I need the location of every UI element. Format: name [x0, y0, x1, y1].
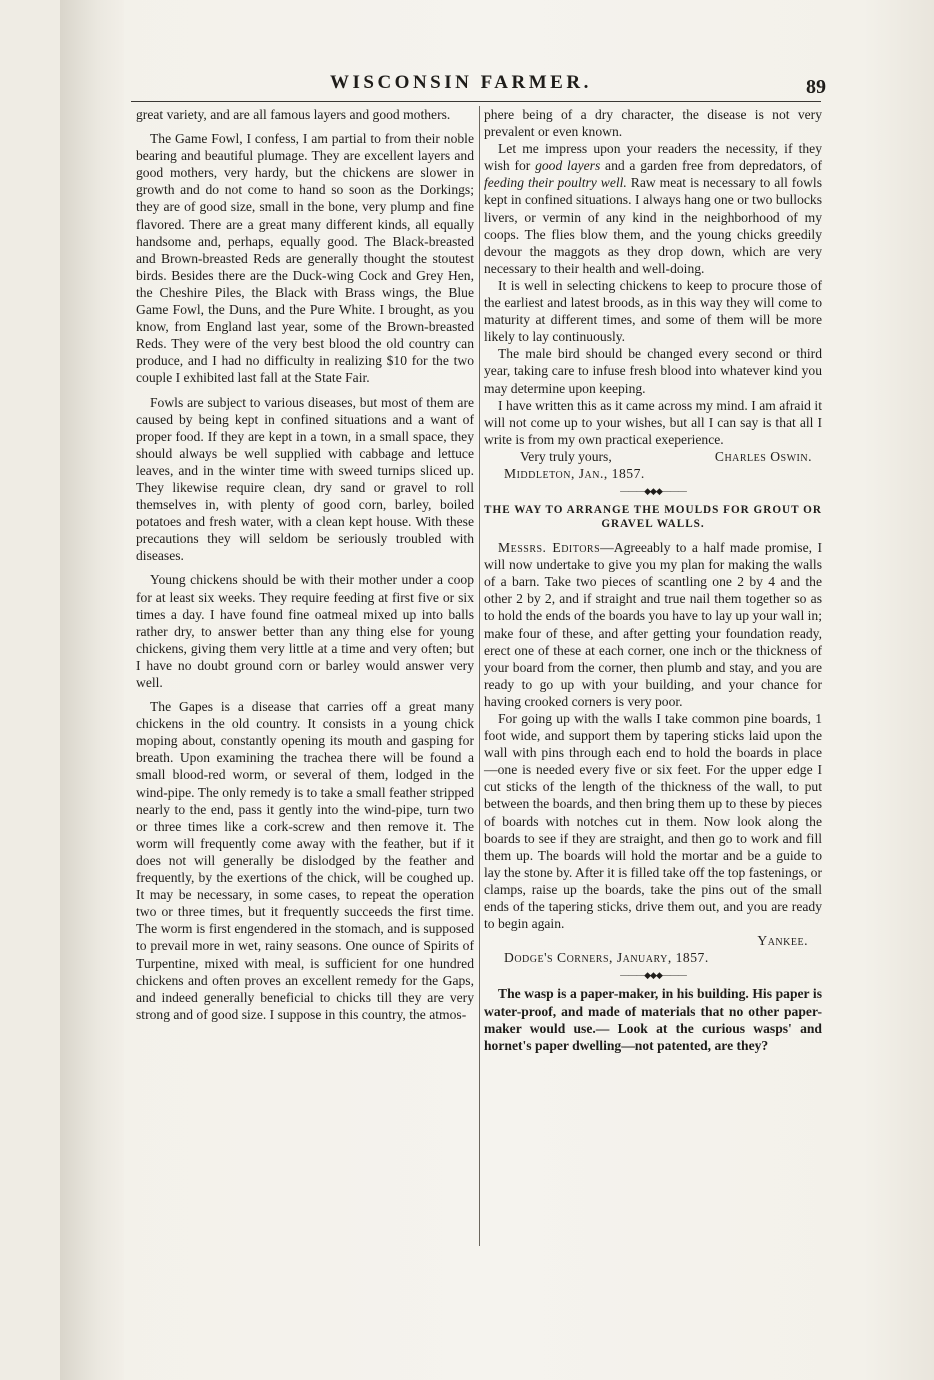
paragraph-broods: It is well in selecting chickens to keep to procure those of the earliest and latest broods, as in this way they will come to maturity at different times, and some of them will be more likely to lay continuously. — [484, 277, 822, 345]
text-run: —Agreeably to a half made promise, I will now undertake to give you my plan for making the walls of a barn. Take two pieces of scantling one 2 by 4 and the other 2 by 2, and if straight and true nail them together so as to hold the ends of the boards you have to lay up your wall in; make four of these, and after getting your foundation ready, erect one of these at each corner, one inch or the thickness of your board from the corner, then plumb and stay, and you are ready to go up with your building, and your chance for having crooked corners is very poor. — [484, 540, 822, 709]
header-rule — [131, 101, 821, 102]
paragraph-continuation: phere being of a dry character, the disease is not very prevalent or even known. — [484, 107, 822, 140]
text-run: Let me impress upon your readers the necessity, if they wish for — [484, 141, 822, 174]
signoff — [484, 448, 822, 465]
paragraph-diseases: Fowls are subject to various diseases, but most of them are caused by being kept in confined situations and a want of proper food. If they are kept in a town, in a small space, they should always be well supplied with cabbage and lettuce leaves, and in the winter time with sweed turnips sliced up. They likewise require clean, dry sand or gravel to roll themselves in, with plenty of good corn, barley, boiled potatoes and fresh water, with a clean kept house. With these precautions they will seldom be seriously troubled with diseases. — [136, 394, 474, 564]
paragraph-impress — [484, 140, 822, 277]
left-column — [136, 106, 474, 1023]
paragraph-gapes: The Gapes is a disease that carries off a great many chickens in the old country. It consists in a young chick moping about, constantly opening its mouth and gasping for breath. Upon examining the trachea there will be found a small blood-red worm, or several of them, lodged in the wind-pipe. The only remedy is to take a small feather stripped nearly to the end, pass it gently into the wind-pipe, turn two or three times like a cork-screw and then remove it. The worm will frequently come away with the feather, but if it does not will generally be dislodged by the feather and frequently, by the exertions of the chick, will be coughed up. It may be necessary, in some cases, to repeat the operation two or three times, but it frequently succeeds the first time. The worm is first engendered in the stomach, and is supposed to prevail more in wet, rainy seasons. One ounce of Spirits of Turpentine, mixed with meal, is sufficient for one hundred chickens and often proves an excellent remedy for the Gaps, and indeed generally beneficial to chicks till they are very strong and of good size. I suppose in this country, the atmos- — [136, 699, 474, 1022]
running-title: WISCONSIN FARMER. — [330, 72, 592, 93]
italic-run: good layers — [535, 158, 601, 174]
paragraph-wasp: The wasp is a paper-maker, in his building. His paper is water-proof, and made of materials that no other paper-maker would use.— Look at the curious wasps' and hornet's paper dwelling—not patented, are they? — [484, 986, 822, 1053]
ornament-divider: ———◆◆◆——— — [620, 486, 686, 497]
page-number: 89 — [806, 76, 826, 98]
paragraph-moulds — [484, 539, 822, 710]
ornament-divider-2: ———◆◆◆——— — [620, 970, 686, 981]
column-divider — [479, 106, 480, 1246]
dateline: Middleton, Jan., 1857. — [504, 465, 645, 481]
paragraph-young-chickens: Young chickens should be with their mother under a coop for at least six weeks. They require feeding at first five or six times a day. I have found fine oatmeal mixed up into balls rather dry, to answer better than any thing else for young chickens, giving them very little at a time and very often; but I have no doubt ground corn or barley would answer very well. — [136, 572, 474, 690]
text-run: Raw meat is necessary to all fowls kept in confined situations. I always hang one or two bullocks livers, or vermin of any kind in the neighborhood of my coops. The flies blow them, and the young chicks greedily devour the maggots as they drop down, which are very necessary to their health and well-doing. — [484, 175, 822, 276]
binding-shadow — [60, 0, 124, 1380]
text-run: and a garden free from depredators, of — [600, 158, 822, 174]
salutation: Messrs. Editors — [498, 540, 601, 556]
article-title: THE WAY TO ARRANGE THE MOULDS FOR GROUT OR GRAVEL WALLS. — [484, 504, 822, 531]
paragraph-closing: I have written this as it came across my mind. I am afraid it will not come up to your wishes, but all I can say is that all I write is from my own practical exeperience. — [484, 397, 822, 447]
italic-run: feeding their poultry well. — [484, 175, 627, 191]
signature-line — [484, 932, 822, 949]
paragraph-layers: great variety, and are all famous layers and good mothers. — [136, 107, 451, 122]
right-column — [484, 106, 822, 1054]
signature: Yankee. — [757, 933, 808, 949]
paragraph-game-fowl: The Game Fowl, I confess, I am partial to from their noble bearing and beautiful plumage. They are excellent layers and good mothers, very hardy, but the chickens are slower in growth and do not come to hand so soon as the Dorkings; they are of good size, small in the bone, very plump and fine flavored. There are a great many different kinds, all equally handsome and, perhaps, equally good. The Black-breasted and Brown-breasted Reds are generally thought the stoutest birds. Besides there are the Duck-wing Cock and Grey Hen, the Cheshire Piles, the Black with Brass wings, the Blue Game Fowl, the Duns, and the Pure White. I brought, as you know, from England last year, some of the Brown-breasted Reds. They were of the very best blood the old country can produce, and I had no difficulty in realizing $10 for the two couple I exhibited last fall at the State Fair. — [136, 131, 474, 386]
paragraph-male-bird: The male bird should be changed every second or third year, taking care to infuse fresh blood into whatever kind you may determine upon keeping. — [484, 346, 822, 396]
closing-phrase: Very truly yours, — [520, 448, 612, 464]
dateline-2: Dodge's Corners, January, 1857. — [504, 950, 709, 966]
author-name: Charles Oswin. — [714, 448, 812, 464]
paragraph-walls: For going up with the walls I take common pine boards, 1 foot wide, and support them by tapering sticks laid upon the wall with pins through each end to hold the boards in place —one is needed every five or six feet. For the upper edge I cut sticks of the length of the thickness of the wall, to put between the boards, and then bring them up to these by pieces of boards with notches cut in them. Now look along the boards to see if they are straight, and then go to work and fill them up. The boards will hold the mortar and be a guide to lay the stone by. After it is filled take off the top fastenings, or clamps, raise up the boards, take the pins out of the small ends of the tapering sticks, drive them out, and you are ready to begin again. — [484, 711, 822, 932]
